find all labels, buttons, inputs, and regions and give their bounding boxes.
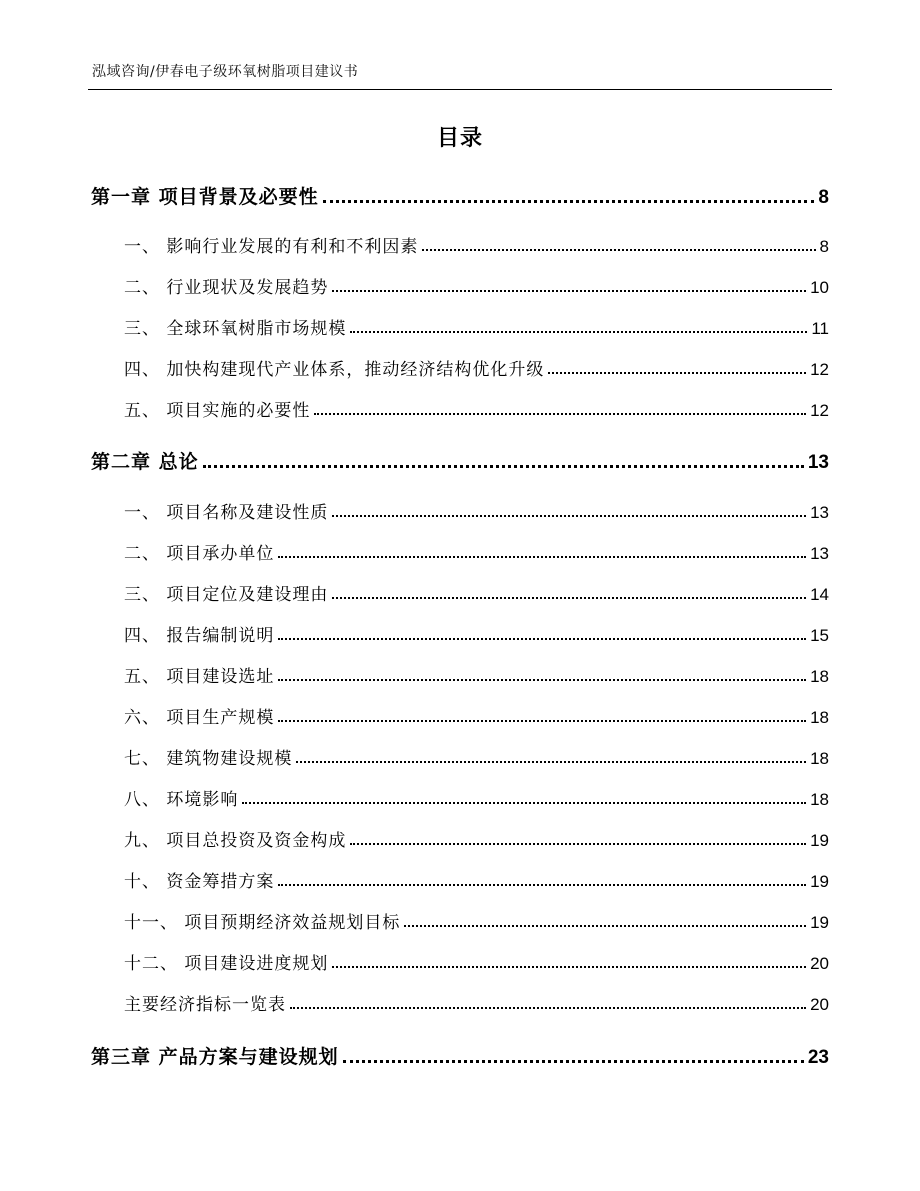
toc-leader-dots	[350, 843, 806, 845]
toc-entry-page-number: 13	[810, 503, 829, 522]
toc-section-entry[interactable]	[124, 397, 829, 421]
toc-leader-dots	[278, 638, 806, 640]
toc-chapter-entry[interactable]	[91, 448, 829, 474]
toc-entry-label: 七、 建筑物建设规模	[124, 749, 293, 769]
toc-section-entry[interactable]	[124, 868, 829, 892]
toc-entry-page-number: 13	[807, 452, 829, 473]
toc-leader-dots	[422, 249, 815, 251]
toc-entry-label: 六、 项目生产规模	[124, 708, 275, 728]
toc-entry-label: 三、 项目定位及建设理由	[124, 585, 329, 605]
toc-section-entry[interactable]	[124, 540, 829, 564]
toc-section-entry[interactable]	[124, 315, 829, 339]
toc-entry-page-number: 18	[810, 667, 829, 686]
toc-entry-label: 主要经济指标一览表	[124, 995, 286, 1015]
toc-leader-dots	[290, 1007, 806, 1009]
toc-leader-dots	[332, 290, 806, 292]
toc-entry-label: 二、 项目承办单位	[124, 544, 275, 564]
toc-entry-label: 十一、 项目预期经济效益规划目标	[124, 913, 401, 933]
toc-entry-page-number: 18	[810, 790, 829, 809]
toc-entry-page-number: 20	[810, 995, 829, 1014]
toc-leader-dots	[296, 761, 806, 763]
toc-entry-page-number: 12	[810, 360, 829, 379]
toc-entry-label: 三、 全球环氧树脂市场规模	[124, 319, 347, 339]
toc-entry-label: 第一章 项目背景及必要性	[91, 186, 319, 208]
toc-section-entry[interactable]	[124, 950, 829, 974]
toc-entry-page-number: 18	[810, 749, 829, 768]
toc-section-entry[interactable]	[124, 581, 829, 605]
toc-section-entry[interactable]	[124, 827, 829, 851]
toc-leader-dots	[278, 720, 806, 722]
toc-entry-page-number: 19	[810, 913, 829, 932]
toc-leader-dots	[278, 884, 806, 886]
toc-section-entry[interactable]	[124, 356, 829, 380]
toc-entry-label: 第三章 产品方案与建设规划	[91, 1046, 339, 1068]
toc-entry-page-number: 18	[810, 708, 829, 727]
toc-leader-dots	[278, 556, 806, 558]
toc-leader-dots	[332, 966, 806, 968]
toc-entry-page-number: 14	[810, 585, 829, 604]
toc-leader-dots	[332, 597, 806, 599]
toc-section-entry[interactable]	[124, 622, 829, 646]
toc-entry-page-number: 20	[810, 954, 829, 973]
toc-leader-dots	[278, 679, 806, 681]
toc-section-entry[interactable]	[124, 499, 829, 523]
toc-leader-dots	[350, 331, 807, 333]
toc-entry-label: 一、 影响行业发展的有利和不利因素	[124, 237, 419, 257]
toc-section-entry[interactable]	[124, 274, 829, 298]
toc-entry-page-number: 19	[810, 872, 829, 891]
toc-section-entry[interactable]	[124, 704, 829, 728]
toc-leader-dots	[323, 200, 815, 203]
toc-leader-dots	[404, 925, 806, 927]
toc-leader-dots	[343, 1060, 804, 1063]
toc-entry-label: 五、 项目建设选址	[124, 667, 275, 687]
toc-entry-page-number: 15	[810, 626, 829, 645]
toc-section-entry[interactable]	[124, 745, 829, 769]
toc-entry-label: 九、 项目总投资及资金构成	[124, 831, 347, 851]
toc-section-entry[interactable]	[124, 663, 829, 687]
toc-chapter-entry[interactable]	[91, 1043, 829, 1069]
toc-section-entry[interactable]	[124, 909, 829, 933]
toc-section-entry[interactable]	[124, 233, 829, 257]
toc-chapter-entry[interactable]	[91, 183, 829, 209]
toc-entry-label: 四、 报告编制说明	[124, 626, 275, 646]
toc-leader-dots	[203, 465, 804, 468]
toc-entry-label: 第二章 总论	[91, 451, 199, 473]
header-divider	[88, 89, 832, 90]
toc-entry-page-number: 10	[810, 278, 829, 297]
toc-entry-label: 十、 资金筹措方案	[124, 872, 275, 892]
toc-leader-dots	[314, 413, 806, 415]
toc-entry-label: 十二、 项目建设进度规划	[124, 954, 329, 974]
toc-entry-label: 一、 项目名称及建设性质	[124, 503, 329, 523]
toc-entry-page-number: 8	[818, 187, 829, 208]
toc-entry-label: 四、 加快构建现代产业体系，推动经济结构优化升级	[124, 360, 545, 380]
toc-entry-page-number: 13	[810, 544, 829, 563]
toc-leader-dots	[332, 515, 806, 517]
toc-section-entry[interactable]	[124, 786, 829, 810]
toc-entry-label: 五、 项目实施的必要性	[124, 401, 311, 421]
toc-entry-page-number: 11	[811, 319, 829, 338]
toc-entry-label: 八、 环境影响	[124, 790, 239, 810]
toc-entry-page-number: 23	[807, 1047, 829, 1068]
running-header: 泓域咨询/伊春电子级环氧树脂项目建议书	[92, 64, 359, 80]
toc-leader-dots	[242, 802, 806, 804]
toc-entry-page-number: 12	[810, 401, 829, 420]
toc-entry-page-number: 8	[819, 237, 829, 256]
toc-section-entry[interactable]	[124, 991, 829, 1015]
toc-title: 目录	[436, 126, 483, 151]
toc-entry-page-number: 19	[810, 831, 829, 850]
toc-entry-label: 二、 行业现状及发展趋势	[124, 278, 329, 298]
toc-leader-dots	[548, 372, 806, 374]
